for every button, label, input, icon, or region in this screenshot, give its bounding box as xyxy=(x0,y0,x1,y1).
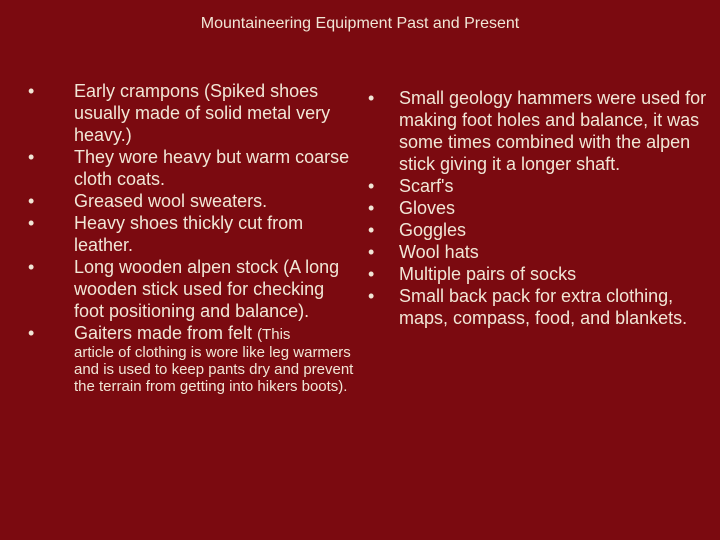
bullet-icon: • xyxy=(28,191,35,211)
slide-title: Mountaineering Equipment Past and Present xyxy=(200,15,520,32)
bullet-icon: • xyxy=(368,264,375,284)
bullet-icon: • xyxy=(28,213,35,233)
list-item-text: Small back pack for extra clothing, maps, compass, food, and blankets. xyxy=(399,286,688,328)
gaiters-tail-text: article of clothing is wore like leg warmers and is used to keep pants dry and prevent the terrain from getting into hikers boots). xyxy=(74,344,354,395)
list-item xyxy=(368,87,713,175)
bullet-icon: • xyxy=(368,88,375,108)
list-item xyxy=(368,263,713,285)
list-item xyxy=(28,212,358,256)
list-item-text: Gloves xyxy=(399,198,456,218)
list-item-text: Multiple pairs of socks xyxy=(399,264,577,284)
list-item-text: Goggles xyxy=(399,220,467,240)
right-bullet-list xyxy=(368,87,713,329)
list-item-text: Scarf's xyxy=(399,176,454,196)
bullet-icon: • xyxy=(368,176,375,196)
list-item-text: Heavy shoes thickly cut from leather. xyxy=(74,213,304,255)
list-item-gaiters xyxy=(28,322,358,395)
list-item-text: They wore heavy but warm coarse cloth coats. xyxy=(74,147,350,189)
bullet-icon: • xyxy=(368,220,375,240)
list-item-text: Early crampons (Spiked shoes usually made of solid metal very heavy.) xyxy=(74,81,331,145)
list-item-text: Wool hats xyxy=(399,242,479,262)
list-item-text: Long wooden alpen stock (A long wooden stick used for checking foot positioning and balance). xyxy=(74,257,340,321)
gaiters-main-text: Gaiters made from felt xyxy=(74,323,258,343)
list-item xyxy=(28,80,358,146)
list-item xyxy=(28,146,358,190)
list-item xyxy=(368,197,713,219)
list-item xyxy=(368,285,713,329)
gaiters-small-inline: (This xyxy=(257,326,291,343)
bullet-icon: • xyxy=(28,257,35,277)
list-item xyxy=(368,219,713,241)
list-item xyxy=(368,241,713,263)
list-item-text: Small geology hammers were used for making foot holes and balance, it was some times combined with the alpen stick giving it a longer shaft. xyxy=(399,88,707,174)
bullet-icon: • xyxy=(28,323,35,343)
bullet-icon: • xyxy=(368,286,375,306)
bullet-icon: • xyxy=(28,81,35,101)
left-bullet-list xyxy=(28,80,358,395)
list-item xyxy=(28,190,358,212)
bullet-icon: • xyxy=(368,198,375,218)
bullet-icon: • xyxy=(368,242,375,262)
bullet-icon: • xyxy=(28,147,35,167)
list-item-text: Greased wool sweaters. xyxy=(74,191,268,211)
list-item xyxy=(28,256,358,322)
list-item xyxy=(368,175,713,197)
